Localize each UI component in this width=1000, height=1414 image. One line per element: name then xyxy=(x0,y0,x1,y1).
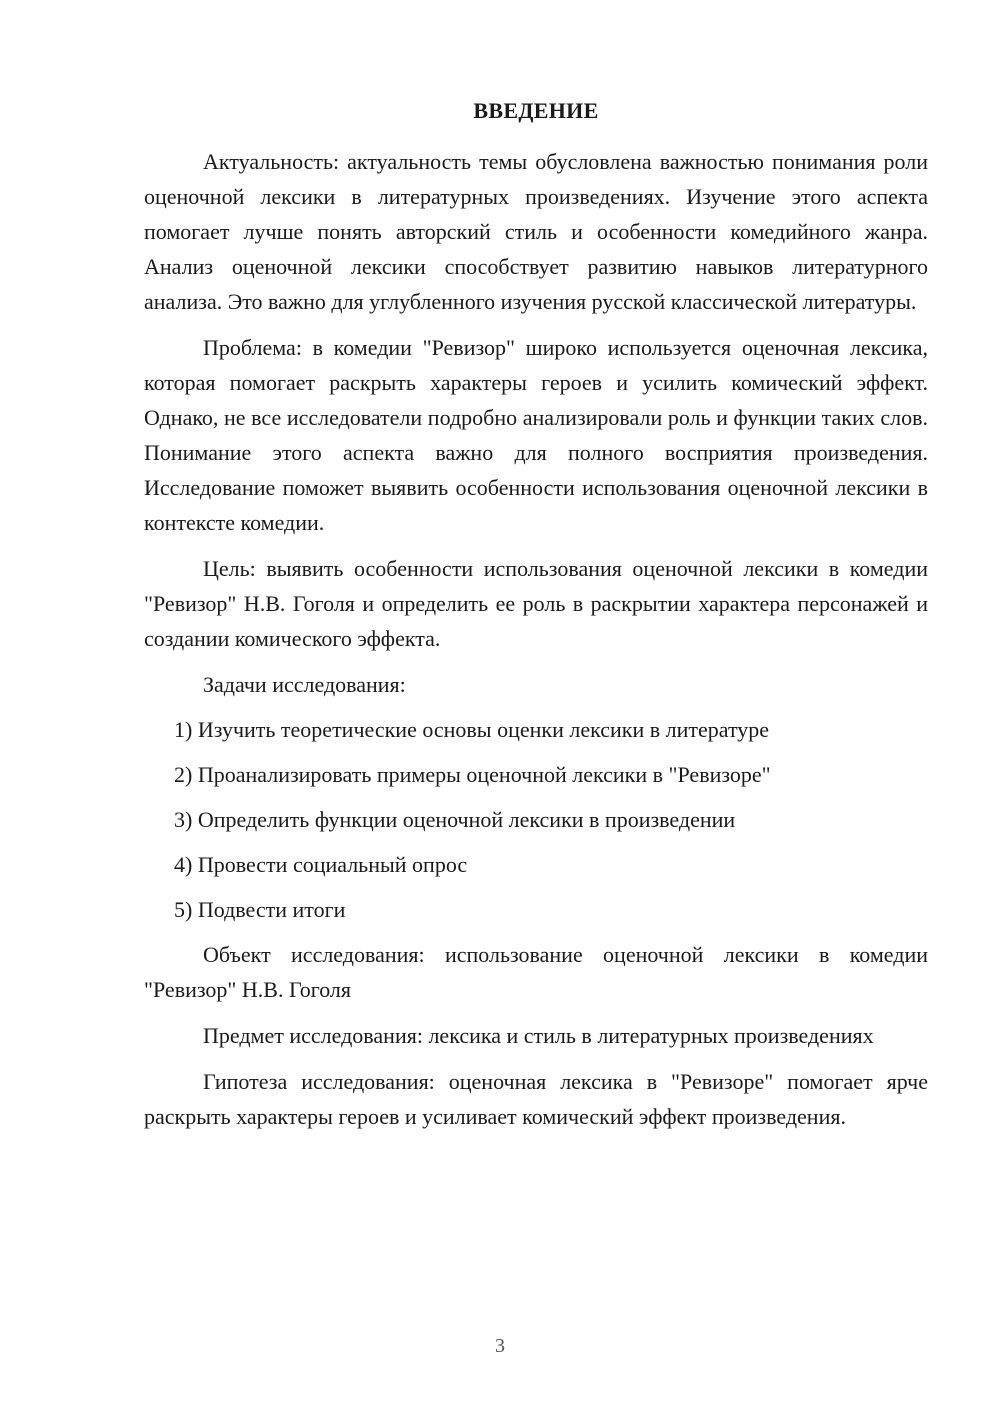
task-item: 4) Провести социальный опрос xyxy=(174,852,468,877)
section-heading: ВВЕДЕНИЕ xyxy=(473,98,599,123)
document-page xyxy=(144,96,928,1145)
tasks-list xyxy=(144,712,928,927)
tasks-heading: Задачи исследования: xyxy=(203,672,406,697)
paragraph-goal: Цель: выявить особенности использования оценочной лексики в комедии "Ревизор" Н.В. Гоголя и определить ее роль в раскрытии характера персонажей и создании комического эффекта. xyxy=(144,556,928,651)
page-number: 3 xyxy=(495,1335,505,1357)
task-item: 5) Подвести итоги xyxy=(174,897,346,922)
task-item: 1) Изучить теоретические основы оценки лексики в литературе xyxy=(174,717,770,742)
paragraph-object: Объект исследования: использование оценочной лексики в комедии "Ревизор" Н.В. Гоголя xyxy=(144,942,928,1002)
task-item: 2) Проанализировать примеры оценочной лексики в "Ревизоре" xyxy=(174,762,771,787)
task-item: 3) Определить функции оценочной лексики в произведении xyxy=(174,807,736,832)
paragraph-subject: Предмет исследования: лексика и стиль в литературных произведениях xyxy=(203,1023,874,1048)
paragraph-problem: Проблема: в комедии "Ревизор" широко используется оценочная лексика, которая помогает раскрыть характеры героев и усилить комический эффект. Однако, не все исследователи подробно анализировали роль и функции таких слов. Понимание этого аспекта важно для полного восприятия произведения. Исследование поможет выявить особенности использования оценочной лексики в контексте комедии. xyxy=(144,335,928,535)
paragraph-hypothesis: Гипотеза исследования: оценочная лексика в "Ревизоре" помогает ярче раскрыть характеры героев и усиливает комический эффект произведения. xyxy=(144,1069,928,1129)
paragraph-relevance: Актуальность: актуальность темы обусловлена важностью понимания роли оценочной лексики в литературных произведениях. Изучение этого аспекта помогает лучше понять авторский стиль и особенности комедийного жанра. Анализ оценочной лексики способствует развитию навыков литературного анализа. Это важно для углубленного изучения русской классической литературы. xyxy=(144,149,928,314)
